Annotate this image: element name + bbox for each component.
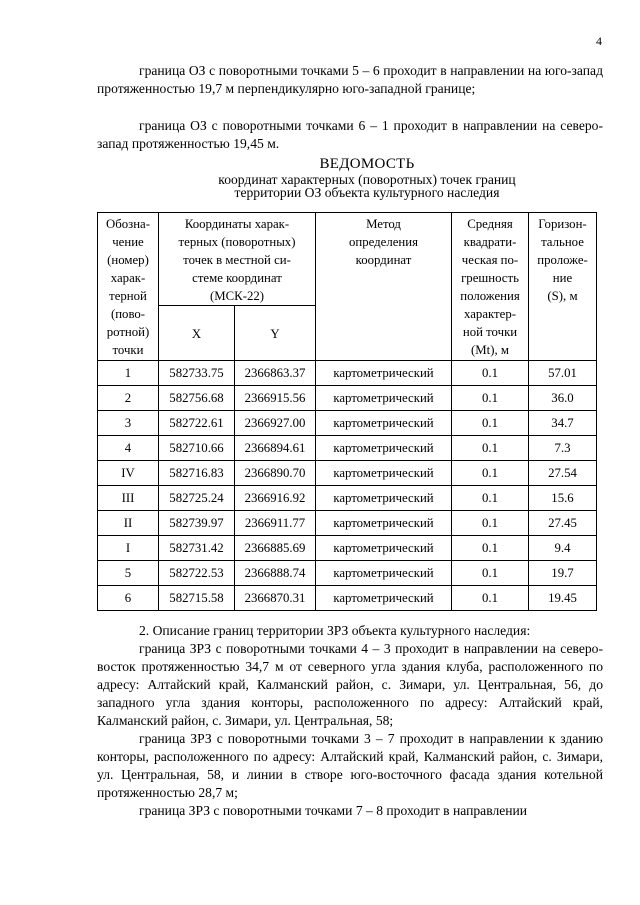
- table-row: [98, 386, 597, 411]
- cell-point: 6: [98, 586, 159, 611]
- cell-y: 2366916.92: [235, 486, 316, 511]
- cell-error: 0.1: [452, 386, 529, 411]
- cell-y: 2366870.31: [235, 586, 316, 611]
- cell-length: 34.7: [529, 411, 597, 436]
- cell-x: 582722.61: [159, 411, 235, 436]
- cell-length: 15.6: [529, 486, 597, 511]
- cell-y: 2366911.77: [235, 511, 316, 536]
- document-subtitle: координат характерных (поворотных) точек границ территории ОЗ объекта культурного наследия: [218, 172, 516, 200]
- cell-length: 19.45: [529, 586, 597, 611]
- cell-method: картометрический: [316, 386, 452, 411]
- cell-error: 0.1: [452, 461, 529, 486]
- section-2-heading: 2. Описание границ территории ЗРЗ объекта культурного наследия:: [139, 623, 531, 638]
- cell-method: картометрический: [316, 511, 452, 536]
- cell-y: 2366888.74: [235, 561, 316, 586]
- cell-error: 0.1: [452, 436, 529, 461]
- section-2-paragraph-1: граница ЗРЗ с поворотными точками 4 – 3 проходит в направлении на северо-восток протяженностью 34,7 м от северного угла здания клуба, расположенного по адресу: Алтайский край, Калманский район, с. Зимари, ул. Центральная, 56, до западного угла здания конторы, расположенного по адресу: Алтайский край, Калманский район, с. Зимари, ул. Центральная, 58;: [97, 641, 603, 728]
- cell-method: картометрический: [316, 561, 452, 586]
- table-row: [98, 461, 597, 486]
- cell-method: картометрический: [316, 461, 452, 486]
- cell-method: картометрический: [316, 536, 452, 561]
- cell-method: картометрический: [316, 361, 452, 386]
- header-method: Метод определения координат: [316, 213, 452, 361]
- document-title: ВЕДОМОСТЬ: [319, 156, 415, 172]
- cell-length: 27.45: [529, 511, 597, 536]
- cell-length: 36.0: [529, 386, 597, 411]
- header-x: X: [159, 306, 235, 361]
- cell-point: IV: [98, 461, 159, 486]
- cell-point: 2: [98, 386, 159, 411]
- coordinates-table: [97, 212, 597, 611]
- cell-error: 0.1: [452, 511, 529, 536]
- table-row: [98, 436, 597, 461]
- cell-error: 0.1: [452, 486, 529, 511]
- table-row: [98, 536, 597, 561]
- cell-x: 582733.75: [159, 361, 235, 386]
- cell-length: 27.54: [529, 461, 597, 486]
- cell-x: 582722.53: [159, 561, 235, 586]
- section-2-paragraph-2: граница ЗРЗ с поворотными точками 3 – 7 проходит в направлении к зданию конторы, расположенного по адресу: Алтайский край, Калманский район, с. Зимари, ул. Центральная, 58, и линии в створе юго-восточного фасада здания котельной протяженностью 28,7 м;: [97, 731, 603, 800]
- table-row: [98, 411, 597, 436]
- header-y: Y: [235, 306, 316, 361]
- table-row: [98, 561, 597, 586]
- cell-method: картометрический: [316, 436, 452, 461]
- cell-point: III: [98, 486, 159, 511]
- cell-point: I: [98, 536, 159, 561]
- cell-point: 3: [98, 411, 159, 436]
- header-point: Обозна- чение (номер) харак- терной (пово- ротной) точки: [98, 213, 159, 361]
- cell-length: 9.4: [529, 536, 597, 561]
- header-length: Горизон- тальное проложе- ние (S), м: [529, 213, 597, 361]
- cell-length: 7.3: [529, 436, 597, 461]
- table-row: [98, 361, 597, 386]
- cell-error: 0.1: [452, 586, 529, 611]
- cell-x: 582739.97: [159, 511, 235, 536]
- cell-y: 2366890.70: [235, 461, 316, 486]
- cell-x: 582756.68: [159, 386, 235, 411]
- cell-x: 582715.58: [159, 586, 235, 611]
- cell-y: 2366885.69: [235, 536, 316, 561]
- cell-x: 582725.24: [159, 486, 235, 511]
- cell-method: картометрический: [316, 411, 452, 436]
- cell-point: II: [98, 511, 159, 536]
- cell-y: 2366915.56: [235, 386, 316, 411]
- cell-method: картометрический: [316, 586, 452, 611]
- cell-y: 2366863.37: [235, 361, 316, 386]
- cell-point: 1: [98, 361, 159, 386]
- table-row: [98, 511, 597, 536]
- cell-length: 57.01: [529, 361, 597, 386]
- cell-x: 582710.66: [159, 436, 235, 461]
- cell-x: 582731.42: [159, 536, 235, 561]
- section-2-paragraph-3: граница ЗРЗ с поворотными точками 7 – 8 проходит в направлении: [139, 803, 528, 818]
- intro-paragraph-2: граница ОЗ с поворотными точками 6 – 1 проходит в направлении на северо-запад протяженностью 19,45 м.: [97, 118, 603, 151]
- cell-error: 0.1: [452, 561, 529, 586]
- table-row: [98, 586, 597, 611]
- header-coordinates: Координаты харак- терных (поворотных) точек в местной си- стеме координат (МСК-22): [159, 213, 316, 306]
- header-error: Средняя квадрати- ческая по- грешность положения характер- ной точки (Mt), м: [452, 213, 529, 361]
- section-2: [97, 622, 603, 820]
- cell-error: 0.1: [452, 361, 529, 386]
- cell-error: 0.1: [452, 411, 529, 436]
- cell-y: 2366894.61: [235, 436, 316, 461]
- table-row: [98, 486, 597, 511]
- cell-point: 4: [98, 436, 159, 461]
- cell-point: 5: [98, 561, 159, 586]
- page-number: 4: [596, 34, 602, 48]
- cell-error: 0.1: [452, 536, 529, 561]
- cell-length: 19.7: [529, 561, 597, 586]
- cell-x: 582716.83: [159, 461, 235, 486]
- intro-paragraph-1: граница ОЗ с поворотными точками 5 – 6 проходит в направлении на юго-запад протяженностью 19,7 м перпендикулярно юго-западной границе;: [97, 63, 603, 96]
- cell-y: 2366927.00: [235, 411, 316, 436]
- cell-method: картометрический: [316, 486, 452, 511]
